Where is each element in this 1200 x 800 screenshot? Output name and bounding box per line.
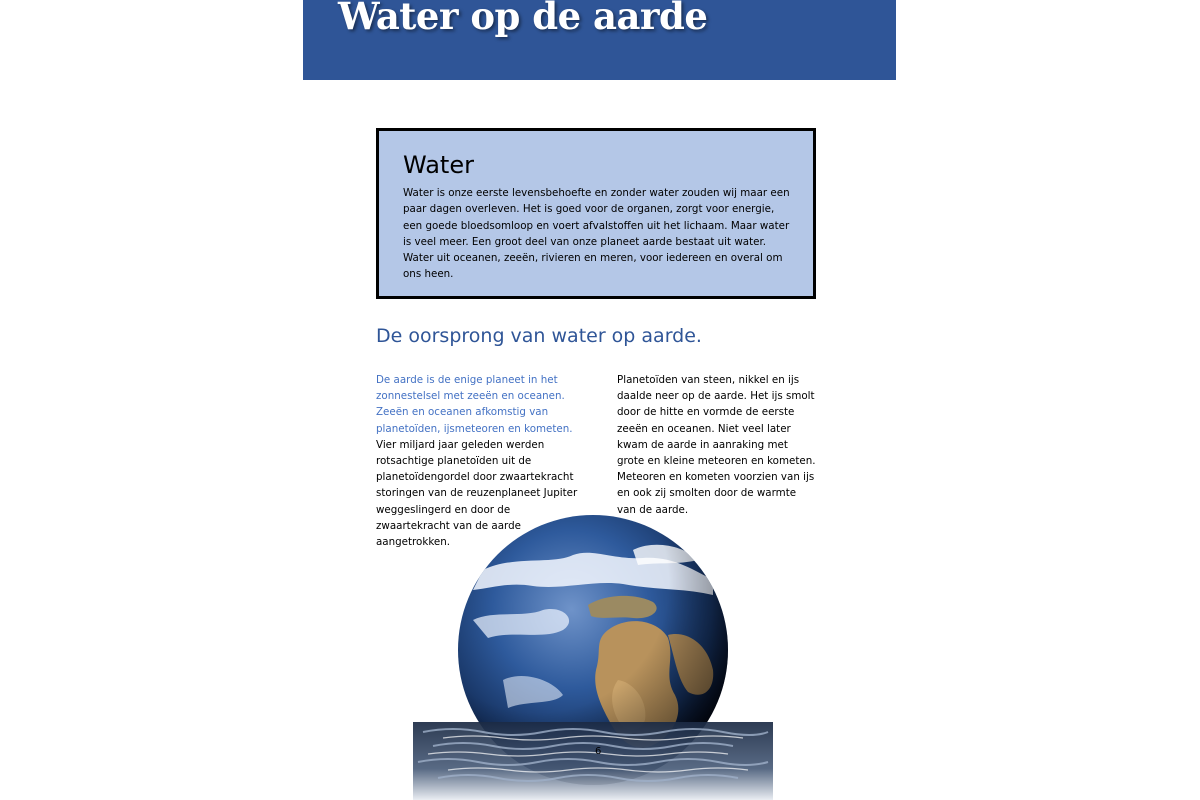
right-column bbox=[617, 372, 817, 518]
section-heading: De oorsprong van water op aarde. bbox=[376, 325, 702, 347]
page-number: 6 bbox=[595, 746, 602, 757]
earth-in-water-image bbox=[413, 510, 773, 800]
info-box-heading: Water bbox=[403, 151, 474, 179]
info-box bbox=[376, 128, 816, 299]
title-banner bbox=[303, 0, 896, 80]
info-box-text: Water is onze eerste levensbehoefte en zonder water zouden wij maar een paar dagen overleven. Het is goed voor de organen, zorgt voor energie, een goede bloedsomloop en voert afvalstoffen uit het lichaam. Maar water is veel meer. Een groot deel van onze planeet aarde bestaat uit water. Water uit oceanen, zeeën, rivieren en meren, voor iedereen en overal om ons heen. bbox=[403, 187, 790, 281]
page-title: Water op de aarde bbox=[338, 0, 708, 38]
right-column-body: Planetoïden van steen, nikkel en ijs daalde neer op de aarde. Het ijs smolt door de hitte en vormde de eerste zeeën en oceanen. Niet veel later kwam de aarde in aanraking met grote en kleine meteoren en kometen. Meteoren en kometen voorzien van ijs en ook zij smolten door de warmte van de aarde. bbox=[617, 374, 816, 516]
left-column-body: Vier miljard jaar geleden werden rotsachtige planetoïden uit de planetoïdengordel door zwaartekracht storingen van de reuzenplaneet Jupiter weggeslingerd en door de zwaartekracht van de aarde aangetrokken. bbox=[376, 438, 578, 549]
document-page bbox=[303, 0, 896, 800]
left-column-lead: De aarde is de enige planeet in het zonnestelsel met zeeën en oceanen. Zeeën en oceanen afkomstig van planetoïden, ijsmeteoren en kometen. bbox=[376, 374, 573, 435]
